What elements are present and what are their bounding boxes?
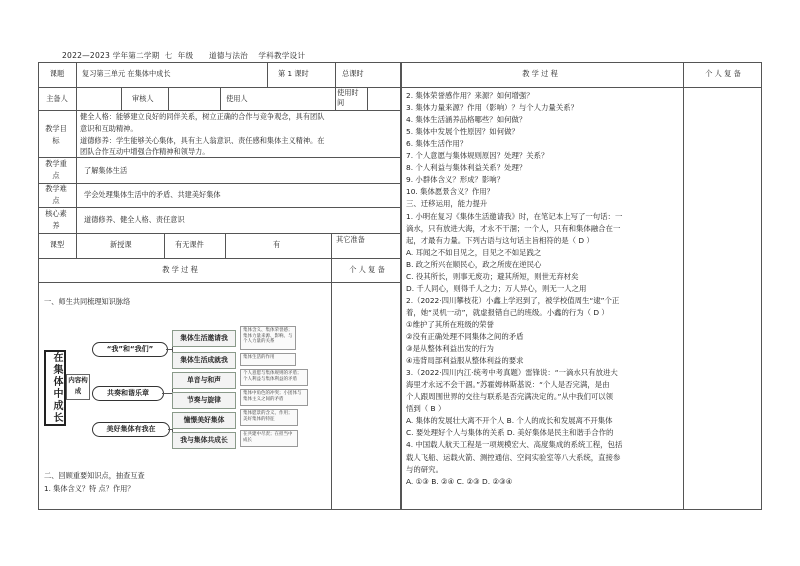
- right-line-30: 4. 中国载人航天工程是一项规模宏大、高度集成的系统工程，包括: [406, 440, 623, 450]
- shiyong-time-label: 使用时间: [337, 88, 359, 107]
- right-line-15: B. 政之所兴在顺民心，政之所废在逆民心: [406, 259, 542, 269]
- note-1: 集体含义、集体荣誉感；集体力量来源、影响、与个人力量的关系: [240, 326, 296, 350]
- right-line-24: 3.（2022·四川内江·统考中考真题）雷锋说：“一滴水只有放进大: [406, 368, 618, 378]
- right-line-18: 2.（2022·四川攀枝花）小鑫上学迟到了，被学校值周生“逮”个正: [406, 295, 620, 305]
- courseware-value: 有: [273, 240, 281, 249]
- shiyong-label: 使用人: [226, 94, 248, 103]
- topic-2: 集体生活成就我: [172, 352, 236, 369]
- note-4: 集体中角色的冲突；小团体与集体主义之间的矛盾: [240, 389, 308, 406]
- goal-label: 教学目标: [45, 124, 67, 145]
- section1-title: 一、师生共同梳理知识脉络: [44, 297, 131, 306]
- right-line-10: 三、迁移运用，能力提升: [406, 199, 488, 209]
- right-line-17: D. 千人同心，则得千人之力；万人异心，则无一人之用: [406, 283, 587, 293]
- right-review-header: 个 人 复 备: [705, 69, 741, 78]
- branch-gongzou: 共奏和谐乐章: [92, 386, 164, 401]
- right-line-14: A. 耳闻之不如目见之，目见之不如足践之: [406, 247, 542, 257]
- right-line-3: 4. 集体生活涵养品格哪些？如何做？: [406, 115, 527, 125]
- branch-wo-he-women: “我”和“我们”: [92, 342, 168, 357]
- right-line-12: 滴水，只有放进大海，才永不干涸；一个人，只有和集体融合在一: [406, 223, 621, 233]
- core-label: 核心素养: [45, 209, 67, 230]
- topic-3: 单音与和声: [172, 372, 236, 389]
- right-line-8: 9. 小群体含义？形成？影响？: [406, 175, 505, 185]
- right-line-19: 着，她“灵机一动”，就虚报错自己的班级。小鑫的行为（ D ）: [406, 307, 609, 317]
- topic-4: 节奏与旋律: [172, 392, 236, 409]
- mindmap: [44, 318, 334, 453]
- key-label: 教学重点: [45, 159, 67, 180]
- goal-line-3: 道德修养：学生能够关心集体，具有主人翁意识、责任感和集体主义精神。在: [80, 136, 325, 145]
- note-5: 集体愿景的含义、作用；美好集体的特征: [240, 409, 298, 426]
- right-line-7: 8. 个人利益与集体利益关系？处理？: [406, 163, 527, 173]
- key-value: 了解集体生活: [84, 166, 128, 175]
- right-line-21: ②没有正确处理不同集体之间的矛盾: [406, 332, 524, 341]
- right-process-header: 教 学 过 程: [522, 69, 558, 78]
- courseware-label: 有无课件: [175, 240, 204, 249]
- other-prep-label: 其它准备: [336, 235, 365, 244]
- right-line-20: ①维护了其所在班级的荣誉: [406, 319, 494, 329]
- document-header: 2022—2023 学年第二学期 七 年级 道德与法治 学科教学设计: [62, 51, 306, 60]
- right-line-11: 1. 小明在复习《集体生活邀请我》时，在笔记本上写了一句话：一: [406, 211, 623, 221]
- goal-line-1: 健全人格：能够建立良好的同伴关系，树立正确的合作与竞争观念，具有团队: [80, 112, 325, 121]
- right-line-13: 起，才最有力量。下列古语与这句话主旨相符的是（ D ）: [406, 235, 594, 245]
- right-line-27: 悟到（ B ）: [406, 404, 446, 414]
- type-value: 新授课: [110, 240, 132, 249]
- right-line-26: 个人跟周围世界的交往与联系是否完满决定的。”从中我们可以领: [406, 392, 614, 402]
- right-line-16: C. 役其所长，则事无废功；避其所短，则世无弃材矣: [406, 271, 579, 281]
- topic-1: 集体生活邀请我: [172, 330, 236, 347]
- note-6: 在共建中尽责；在担当中成长: [240, 430, 298, 447]
- mindmap-center: 内容构成: [66, 374, 90, 400]
- right-line-4: 5. 集体中发展个性原因？如何做？: [406, 127, 519, 137]
- right-line-22: ③是从整体利益出发的行为: [406, 344, 494, 354]
- mindmap-root: [44, 350, 66, 426]
- q2-options: A. ①③ B. ②④ C. ②③ D. ②③④: [406, 476, 513, 486]
- total-period-label: 总课时: [342, 69, 364, 78]
- right-line-32: 与的研究。: [406, 464, 443, 474]
- right-line-29: C. 要处理好个人与集体的关系 D. 美好集体是民主和谐手合作的: [406, 428, 614, 438]
- right-line-31: 载人飞船、运载火箭、测控通信、空间实验室等八大系统，直接参: [406, 452, 621, 462]
- type-label: 课型: [49, 240, 65, 249]
- right-line-6: 7. 个人意愿与集体规则原因？处理？关系？: [406, 151, 549, 161]
- period: 第 1 课时: [278, 69, 309, 78]
- left-process-header: 教 学 过 程: [162, 265, 198, 274]
- section2-title: 二、回顾重要知识点，抽查互查: [44, 471, 145, 480]
- difficulty-value: 学会处理集体生活中的矛盾、共建美好集体: [84, 190, 221, 199]
- note-3: 个人意愿与集体规则的矛盾；个人利益与集体利益的矛盾: [240, 369, 308, 386]
- goal-line-2: 意识和互助精神。: [80, 124, 138, 133]
- branch-meihao: 美好集体有我在: [92, 422, 170, 437]
- topic-6: 我与集体共成长: [172, 432, 236, 449]
- right-line-28: A. 集体的发展壮大离不开个人 B. 个人的成长和发展离不开集体: [406, 416, 613, 426]
- right-line-5: 6. 集体生活作用？: [406, 139, 468, 149]
- ketiao-label: 课题: [49, 69, 65, 78]
- right-line-23: ④违背局部利益服从整体利益的要求: [406, 356, 524, 366]
- right-line-9: 10. 集体愿景含义？作用？: [406, 187, 495, 197]
- topic-5: 憧憬美好集体: [172, 412, 236, 429]
- left-review-header: 个 人 复 备: [349, 265, 385, 274]
- goal-line-4: 团队合作互动中增强合作精神和领导力。: [80, 147, 210, 156]
- question-1: 1. 集体含义？特 点？作用？: [44, 484, 135, 493]
- difficulty-label: 教学难点: [45, 184, 67, 205]
- zhubei-label: 主备人: [46, 94, 68, 103]
- core-value: 道德修养、健全人格、责任意识: [84, 215, 185, 224]
- mindmap-root-text: 在集体中成长: [51, 352, 62, 424]
- shenhe-label: 审核人: [132, 94, 154, 103]
- right-line-25: 海里才永远不会干涸。”苏霍姆林斯基说：“个人是否完满，是由: [406, 380, 610, 390]
- ketiao-value: 复习第三单元 在集体中成长: [82, 69, 171, 78]
- right-line-2: 3. 集体力量来源？作用（影响）？与个人力量关系？: [406, 103, 578, 113]
- right-line-1: 2. 集体荣誉感作用？来源？如何增强？: [406, 91, 534, 100]
- note-2: 集体生活的作用: [240, 353, 296, 366]
